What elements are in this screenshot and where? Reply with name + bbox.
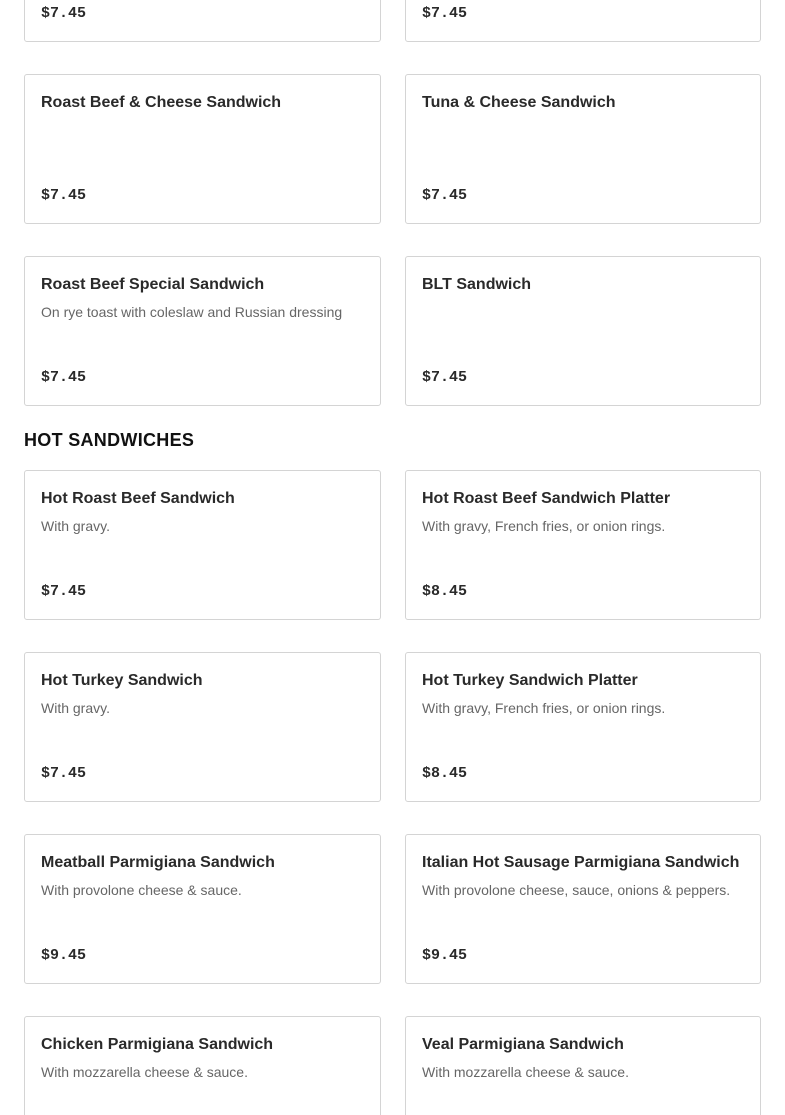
menu-item-card[interactable] xyxy=(24,0,381,42)
menu-item-price: $8.45 xyxy=(422,583,468,600)
menu-item-description: With provolone cheese, sauce, onions & peppers. xyxy=(422,882,731,898)
menu-item-name: Roast Beef Special Sandwich xyxy=(41,276,265,293)
menu-item-card[interactable] xyxy=(405,256,761,406)
menu-item-name: Italian Hot Sausage Parmigiana Sandwich xyxy=(422,854,740,871)
menu-item-card[interactable] xyxy=(405,834,761,984)
menu-item-card[interactable] xyxy=(405,74,761,224)
menu-item-description: With gravy. xyxy=(41,700,110,716)
menu-item-description: On rye toast with coleslaw and Russian dressing xyxy=(41,304,343,320)
menu-item-card[interactable] xyxy=(405,1016,761,1115)
menu-item-name: Roast Beef & Cheese Sandwich xyxy=(41,94,282,111)
menu-item-name: Hot Turkey Sandwich Platter xyxy=(422,672,638,689)
menu-item-name: Chicken Parmigiana Sandwich xyxy=(41,1036,274,1053)
menu-item-description: With gravy. xyxy=(41,518,110,534)
section-heading-hot-sandwiches: HOT SANDWICHES xyxy=(24,430,195,450)
menu-item-card[interactable] xyxy=(405,470,761,620)
menu-item-name: Tuna & Cheese Sandwich xyxy=(422,94,616,111)
menu-item-price: $7.45 xyxy=(41,187,87,204)
menu-item-name: BLT Sandwich xyxy=(422,276,532,293)
menu-item-price: $7.45 xyxy=(422,369,468,386)
menu-item-card[interactable] xyxy=(24,834,381,984)
menu-item-price: $8.45 xyxy=(422,765,468,782)
menu-item-name: Veal Parmigiana Sandwich xyxy=(422,1036,624,1053)
menu-item-grid xyxy=(24,0,761,406)
menu-item-price: $7.45 xyxy=(41,583,87,600)
menu-item-card[interactable] xyxy=(24,1016,381,1115)
menu-item-card[interactable] xyxy=(24,256,381,406)
menu-item-description: With mozzarella cheese & sauce. xyxy=(422,1064,629,1080)
menu-item-card[interactable] xyxy=(24,470,381,620)
menu-item-description: With gravy, French fries, or onion rings. xyxy=(422,518,666,534)
menu-item-price: $7.45 xyxy=(41,369,87,386)
menu-item-card[interactable] xyxy=(24,652,381,802)
menu-item-price: $7.45 xyxy=(422,5,468,22)
menu-item-name: Hot Turkey Sandwich xyxy=(41,672,203,689)
menu-item-price: $9.45 xyxy=(41,947,87,964)
menu-item-price: $7.45 xyxy=(41,765,87,782)
menu-item-description: With gravy, French fries, or onion rings. xyxy=(422,700,666,716)
menu-item-description: With mozzarella cheese & sauce. xyxy=(41,1064,248,1080)
menu-item-name: Hot Roast Beef Sandwich xyxy=(41,490,235,507)
menu-item-name: Meatball Parmigiana Sandwich xyxy=(41,854,275,871)
menu-item-card[interactable] xyxy=(405,0,761,42)
menu-item-price: $7.45 xyxy=(41,5,87,22)
menu-item-card[interactable] xyxy=(24,74,381,224)
menu-item-price: $7.45 xyxy=(422,187,468,204)
menu-item-name: Hot Roast Beef Sandwich Platter xyxy=(422,490,671,507)
menu-item-description: With provolone cheese & sauce. xyxy=(41,882,242,898)
menu-item-card[interactable] xyxy=(405,652,761,802)
menu-item-price: $9.45 xyxy=(422,947,468,964)
menu-item-grid-hot-sandwiches xyxy=(24,470,761,1115)
